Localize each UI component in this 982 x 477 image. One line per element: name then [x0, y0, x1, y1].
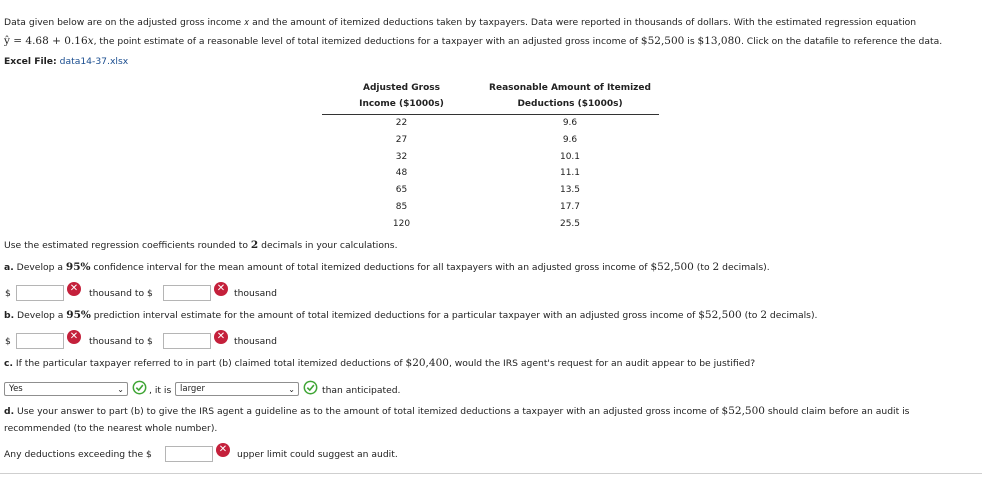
table-row	[322, 165, 659, 182]
intro-estimate: $13,080	[697, 35, 741, 47]
table-row	[322, 132, 659, 149]
intro-income: $52,500	[640, 35, 685, 47]
intro-is: is	[684, 36, 698, 47]
part-a-label: a.	[4, 262, 14, 273]
part-a-text-post: (to	[693, 262, 713, 273]
deductions-cell: 25.5	[559, 218, 581, 229]
intro-line-2-mid: , the point estimate of a reasonable level of total itemized deductions for a taxpayer with an adjusted gross income of	[93, 36, 641, 47]
excel-file-label: Excel File:	[4, 56, 57, 67]
audit-justified-value: Yes	[9, 384, 23, 394]
income-cell: 22	[395, 118, 408, 128]
part-a-decimals: 2	[712, 261, 720, 273]
part-d-text-pre: Use your answer to part (b) to give the IRS agent a guideline as to the amount of total itemized deductions a taxpayer with an adjusted gross income of	[14, 406, 722, 417]
income-cell: 120	[392, 218, 411, 229]
part-b-upper-input[interactable]	[163, 333, 211, 349]
deductions-cell: 10.1	[559, 151, 581, 162]
income-header-line-1: Adjusted Gross	[363, 83, 440, 93]
income-header-line-2: Income ($1000s)	[359, 99, 444, 109]
part-b-thousand: thousand	[234, 336, 277, 347]
part-a-question	[4, 261, 770, 273]
part-c-claimed: $20,400	[405, 357, 449, 369]
x-mark-icon: ✕	[214, 282, 228, 296]
part-c-than: than anticipated.	[322, 385, 401, 396]
instructions	[4, 239, 398, 251]
intro-line-1: Data given below are on the adjusted gross income 𝑥 and the amount of itemized deductions taken by taxpayers. Data were reported in thousands of dollars. With the estimated regression equation	[4, 17, 917, 28]
deductions-header-line-2: Deductions ($1000s)	[517, 99, 623, 109]
income-cell: 32	[395, 151, 408, 162]
deductions-cell: 17.7	[559, 201, 581, 212]
part-d-question-line-1	[4, 405, 909, 417]
part-d-income: $52,500	[721, 405, 765, 417]
part-c-label: c.	[4, 358, 13, 369]
part-b-percent: 95%	[66, 309, 91, 321]
excel-file-row	[4, 56, 128, 67]
deductions-header-line-1: Reasonable Amount of Itemized	[489, 83, 651, 93]
part-c-question	[4, 357, 755, 369]
part-c-text-post: , would the IRS agent's request for an audit appear to be justified?	[448, 358, 756, 369]
part-b-decimals: 2	[760, 309, 768, 321]
part-a-text-end: decimals).	[719, 262, 770, 273]
table-row	[322, 216, 659, 233]
table-header-row	[322, 80, 659, 115]
income-cell: 85	[395, 201, 408, 212]
part-d-question-line-2: recommended (to the nearest whole number).	[4, 423, 218, 434]
check-mark-icon	[303, 380, 318, 395]
income-cell: 65	[395, 185, 408, 196]
part-a-percent: 95%	[65, 261, 91, 273]
x-mark-icon: ✕	[216, 443, 230, 457]
instructions-decimals: 2	[250, 239, 259, 251]
x-mark-icon: ✕	[67, 282, 81, 296]
part-d-input[interactable]	[165, 446, 213, 462]
chevron-down-icon: ⌄	[288, 385, 295, 394]
part-a-dollar: $	[5, 288, 11, 299]
part-b-income: $52,500	[698, 309, 742, 321]
part-a-text-pre: Develop a	[13, 262, 66, 273]
x-mark-icon: ✕	[67, 330, 81, 344]
chevron-down-icon: ⌄	[117, 385, 124, 394]
excel-file-link[interactable]: data14-37.xlsx	[59, 56, 129, 67]
deductions-column-header	[481, 80, 659, 115]
deductions-cell: 9.6	[562, 118, 578, 128]
income-cell: 48	[395, 168, 408, 179]
audit-justified-select[interactable]	[4, 382, 128, 396]
divider	[0, 473, 982, 474]
part-a-lower-input[interactable]	[16, 285, 64, 301]
part-d-any-pre: Any deductions exceeding the $	[4, 449, 152, 460]
intro-line-2-end: . Click on the datafile to reference the data.	[740, 36, 943, 47]
income-cell: 27	[395, 134, 408, 145]
part-b-text-mid: prediction interval estimate for the amount of total itemized deductions for a particular taxpayer with an adjusted gross income of	[90, 310, 699, 321]
instructions-pre: Use the estimated regression coefficients rounded to	[4, 240, 251, 251]
part-a-upper-input[interactable]	[163, 285, 211, 301]
table-row	[322, 115, 659, 132]
part-a-thousand: thousand	[234, 288, 277, 299]
regression-equation: ŷ = 4.68 + 0.16𝑥	[4, 35, 94, 47]
part-a-text-mid: confidence interval for the mean amount of total itemized deductions for all taxpayers with an adjusted gross income of	[90, 262, 651, 273]
part-d-label: d.	[4, 406, 15, 417]
table-row	[322, 182, 659, 199]
part-a-income: $52,500	[650, 261, 694, 273]
income-column-header	[322, 80, 481, 115]
part-a-thousand-to: thousand to $	[89, 288, 153, 299]
part-b-lower-input[interactable]	[16, 333, 64, 349]
deductions-cell: 13.5	[559, 185, 581, 196]
part-b-text-post: (to	[741, 310, 761, 321]
part-b-question	[4, 309, 817, 321]
comparison-value: larger	[180, 384, 206, 394]
data-table	[322, 80, 659, 233]
check-mark-icon	[132, 380, 147, 395]
part-c-text-pre: If the particular taxpayer referred to in part (b) claimed total itemized deductions of	[12, 358, 406, 369]
part-b-label: b.	[4, 310, 15, 321]
deductions-cell: 9.6	[562, 134, 578, 145]
part-b-text-end: decimals).	[767, 310, 818, 321]
part-d-upper: upper limit could suggest an audit.	[237, 449, 398, 460]
table-row	[322, 149, 659, 166]
comparison-select[interactable]	[175, 382, 299, 396]
instructions-post: decimals in your calculations.	[258, 240, 398, 251]
part-b-thousand-to: thousand to $	[89, 336, 153, 347]
part-b-text-pre: Develop a	[14, 310, 67, 321]
part-d-text-post: should claim before an audit is	[764, 406, 910, 417]
table-row	[322, 199, 659, 216]
x-mark-icon: ✕	[214, 330, 228, 344]
part-b-dollar: $	[5, 336, 11, 347]
intro-line-2	[4, 35, 942, 47]
part-c-it-is: , it is	[149, 385, 172, 396]
deductions-cell: 11.1	[559, 168, 581, 179]
